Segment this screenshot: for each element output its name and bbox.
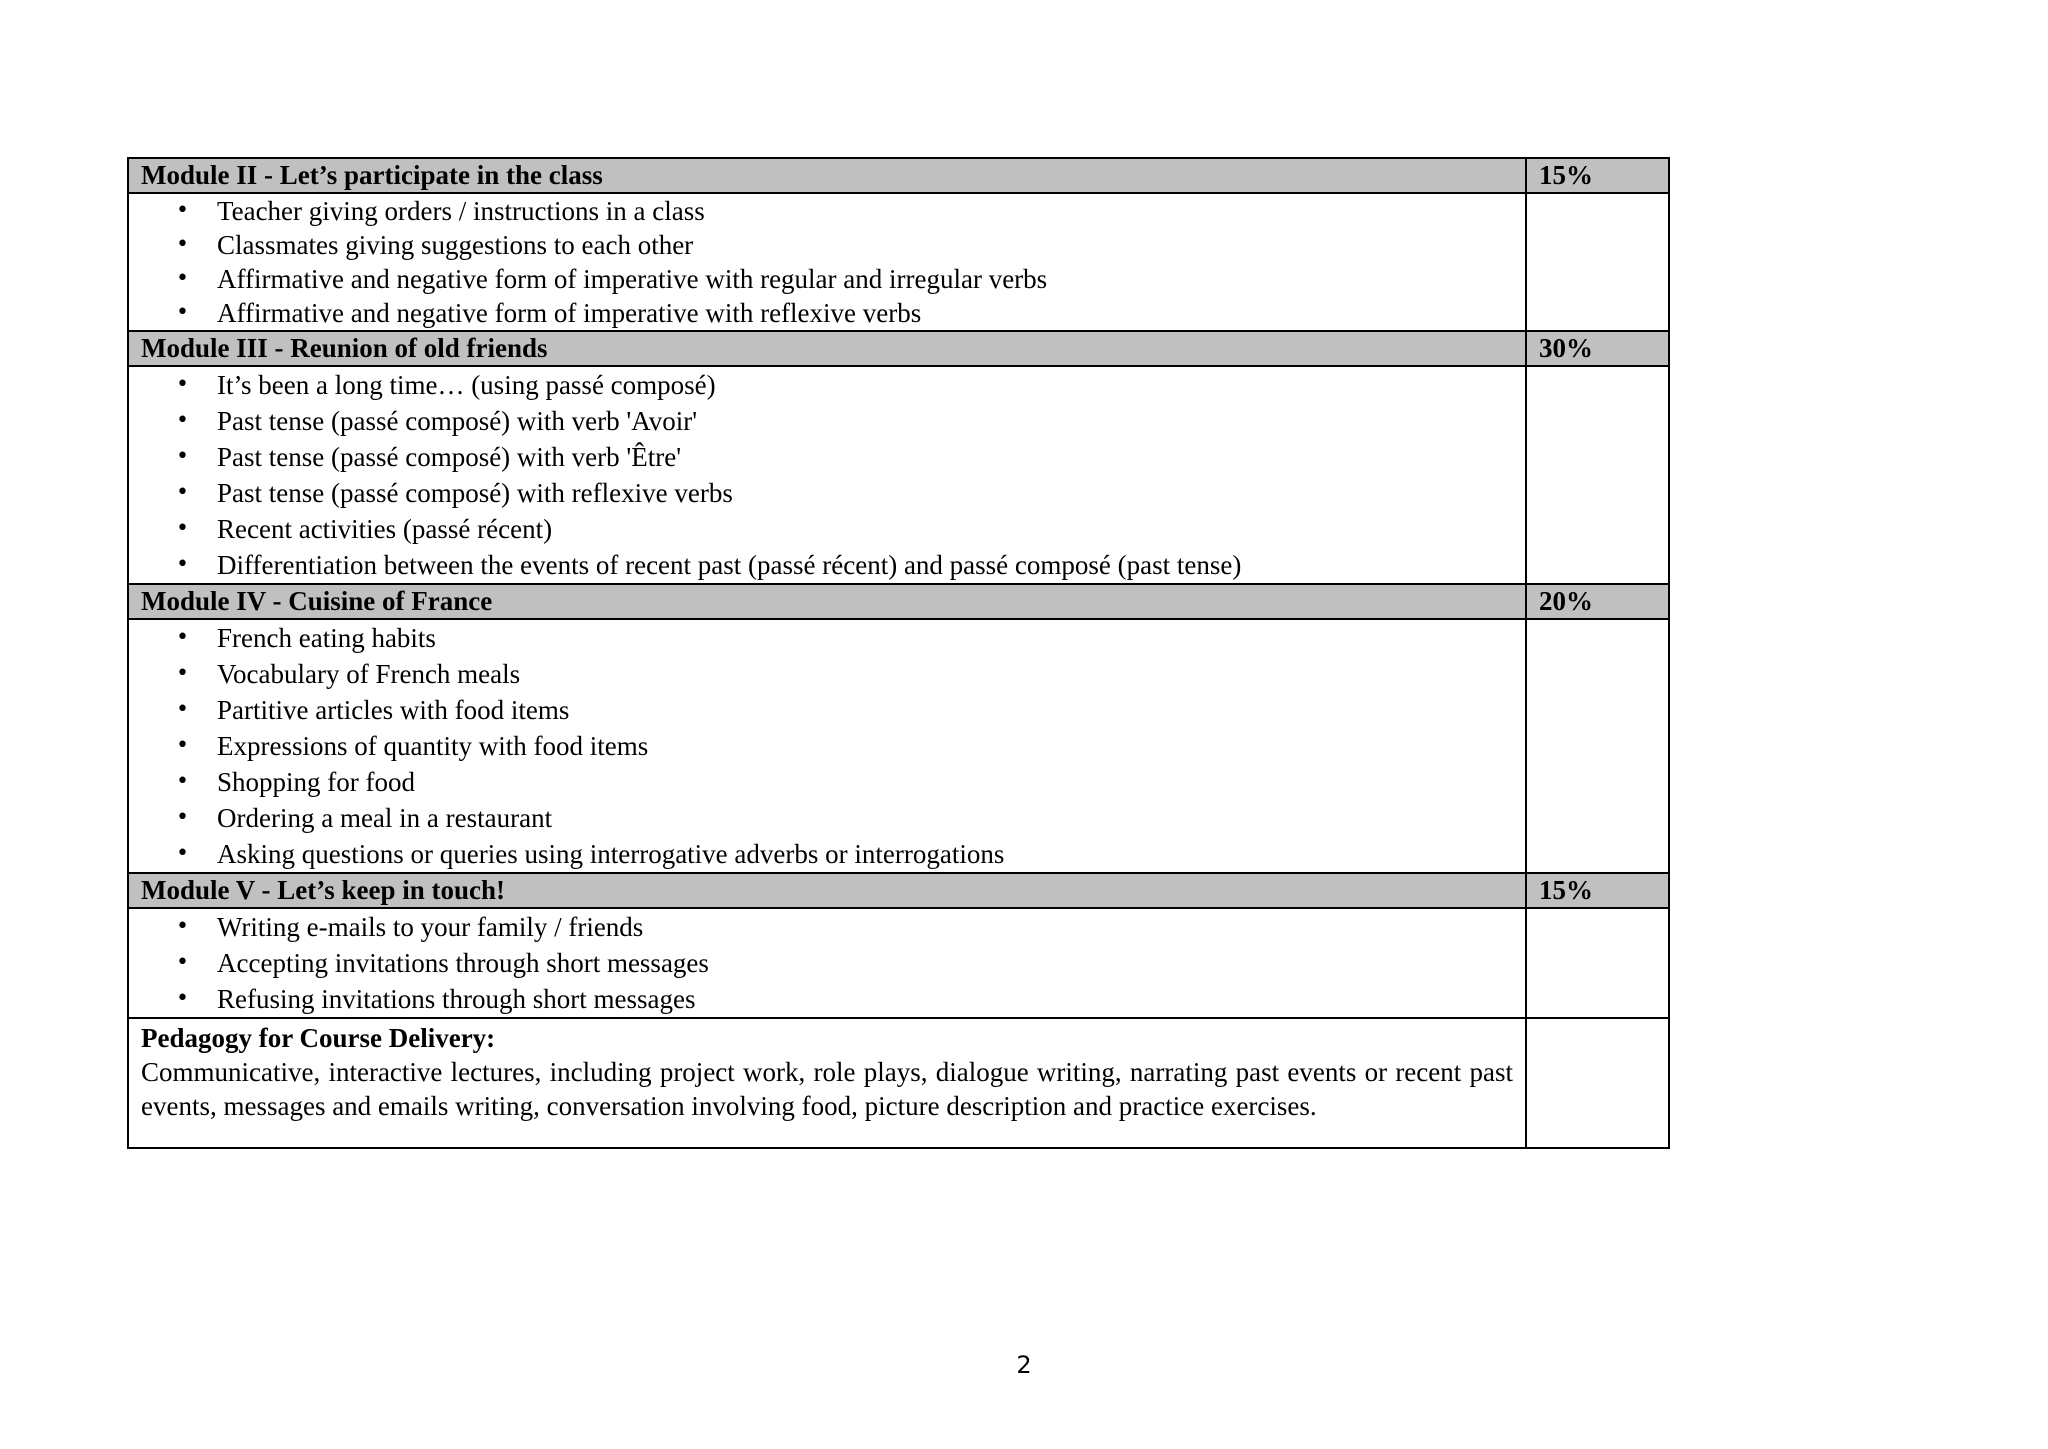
list-item: • Affirmative and negative form of imperative with regular and irregular verbs	[217, 262, 1525, 296]
module-weight-cell	[1526, 584, 1669, 619]
module-weight-cell	[1526, 873, 1669, 908]
list-item: • Writing e-mails to your family / friends	[217, 909, 1525, 945]
empty-weight-cell	[1526, 619, 1669, 873]
list-item: • Refusing invitations through short messages	[217, 981, 1525, 1017]
syllabus-table	[127, 157, 1670, 1149]
module-weight: 20%	[1539, 586, 1593, 616]
list-item: • Teacher giving orders / instructions in a class	[217, 194, 1525, 228]
list-item: • Ordering a meal in a restaurant	[217, 800, 1525, 836]
list-item: • It’s been a long time… (using passé composé)	[217, 367, 1525, 403]
module-title-cell	[128, 331, 1526, 366]
module-weight: 15%	[1539, 160, 1593, 190]
module-title-cell	[128, 584, 1526, 619]
list-item: • Asking questions or queries using interrogative adverbs or interrogations	[217, 836, 1525, 872]
module-topics-row	[128, 908, 1669, 1018]
list-item: • Past tense (passé composé) with reflexive verbs	[217, 475, 1525, 511]
module-title-cell	[128, 873, 1526, 908]
module-topics-row	[128, 366, 1669, 584]
module-weight-cell	[1526, 331, 1669, 366]
list-item: • French eating habits	[217, 620, 1525, 656]
pedagogy-row	[128, 1018, 1669, 1148]
empty-weight-cell	[1526, 908, 1669, 1018]
list-item: • Classmates giving suggestions to each other	[217, 228, 1525, 262]
module-topics-cell	[128, 908, 1526, 1018]
module-topics-cell	[128, 366, 1526, 584]
list-item: • Partitive articles with food items	[217, 692, 1525, 728]
list-item: • Recent activities (passé récent)	[217, 511, 1525, 547]
module-header-row	[128, 158, 1669, 193]
topic-list	[129, 194, 1525, 330]
list-item: • Expressions of quantity with food items	[217, 728, 1525, 764]
list-item: • Affirmative and negative form of imperative with reflexive verbs	[217, 296, 1525, 330]
list-item: • Past tense (passé composé) with verb 'Être'	[217, 439, 1525, 475]
empty-weight-cell	[1526, 366, 1669, 584]
empty-weight-cell	[1526, 1018, 1669, 1148]
module-title: Module IV - Cuisine of France	[141, 586, 493, 616]
module-topics-row	[128, 619, 1669, 873]
list-item: • Accepting invitations through short messages	[217, 945, 1525, 981]
pedagogy-title: Pedagogy for Course Delivery:	[141, 1023, 496, 1053]
module-weight: 15%	[1539, 875, 1593, 905]
module-weight-cell	[1526, 158, 1669, 193]
module-weight: 30%	[1539, 333, 1593, 363]
module-header-row	[128, 873, 1669, 908]
module-header-row	[128, 584, 1669, 619]
module-title: Module III - Reunion of old friends	[141, 333, 548, 363]
topic-list	[129, 909, 1525, 1017]
list-item: • Vocabulary of French meals	[217, 656, 1525, 692]
module-topics-cell	[128, 193, 1526, 331]
pedagogy-text: Communicative, interactive lectures, including project work, role plays, dialogue writing, narrating past events or recent past events, messages and emails writing, conversation involving food, picture description and practice exercises.	[141, 1057, 1513, 1121]
module-header-row	[128, 331, 1669, 366]
module-topics-cell	[128, 619, 1526, 873]
module-topics-row	[128, 193, 1669, 331]
list-item: • Shopping for food	[217, 764, 1525, 800]
pedagogy-cell	[128, 1018, 1526, 1148]
list-item: • Past tense (passé composé) with verb 'Avoir'	[217, 403, 1525, 439]
list-item: • Differentiation between the events of recent past (passé récent) and passé composé (past tense)	[217, 547, 1525, 583]
topic-list	[129, 367, 1525, 583]
topic-list	[129, 620, 1525, 872]
module-title: Module II - Let’s participate in the class	[141, 160, 603, 190]
page-number: 2	[1016, 1351, 1032, 1379]
module-title: Module V - Let’s keep in touch!	[141, 875, 506, 905]
module-title-cell	[128, 158, 1526, 193]
empty-weight-cell	[1526, 193, 1669, 331]
